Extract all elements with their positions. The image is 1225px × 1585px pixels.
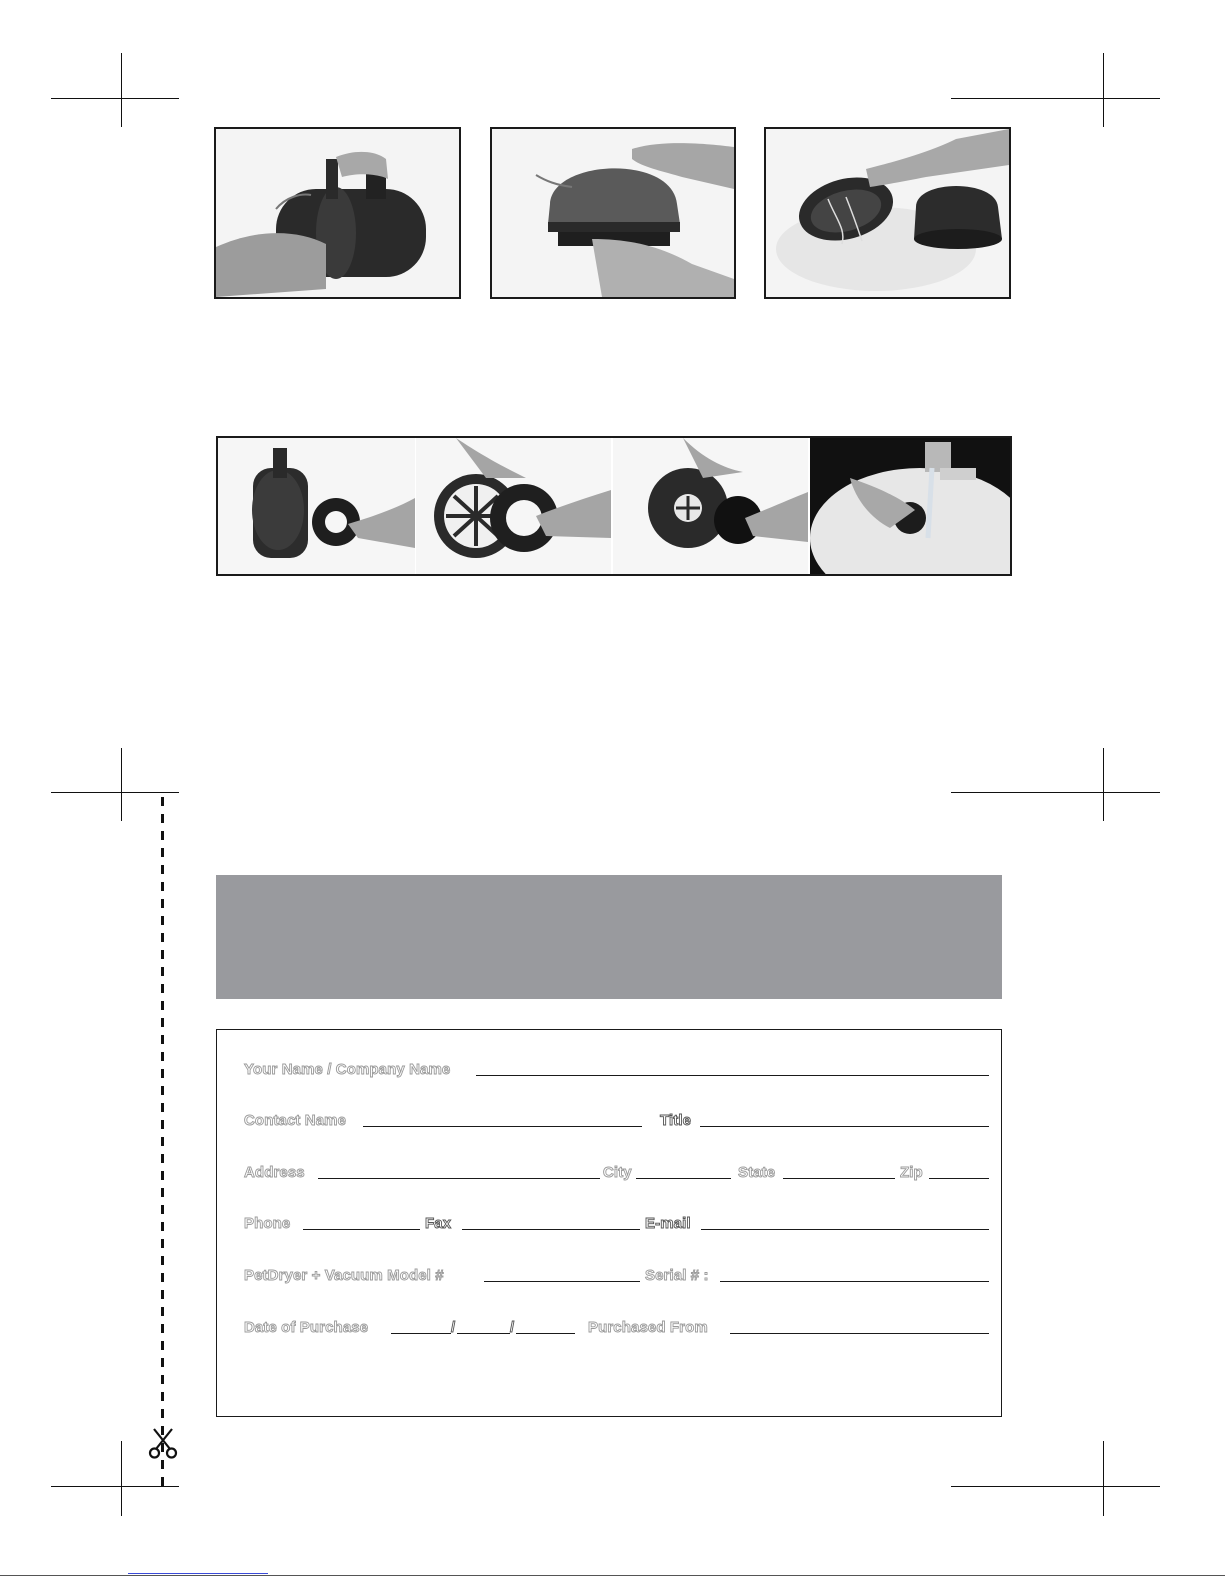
- email-field[interactable]: [701, 1229, 989, 1230]
- photo-dryer-disassembly: [214, 127, 461, 299]
- state-label: State: [738, 1164, 776, 1181]
- crop-mark: [951, 98, 1160, 99]
- crop-mark: [121, 748, 122, 821]
- phone-label: Phone: [244, 1215, 291, 1232]
- purchase-year-field[interactable]: [516, 1333, 575, 1334]
- crop-mark: [951, 792, 1160, 793]
- title-field[interactable]: [700, 1126, 989, 1127]
- purchased-from-label: Purchased From: [588, 1319, 708, 1336]
- filter-removal-photo: [218, 438, 415, 574]
- photo-hair-in-filter: [764, 127, 1011, 299]
- crop-mark: [1103, 53, 1104, 127]
- cut-line: [161, 797, 164, 1487]
- dryer-disassembly-photo: [216, 129, 459, 297]
- registration-form: [216, 1029, 1002, 1417]
- serial-number-label: Serial # :: [645, 1267, 709, 1284]
- crop-mark: [951, 1486, 1160, 1487]
- email-label: E-mail: [645, 1215, 691, 1232]
- state-field[interactable]: [783, 1178, 895, 1179]
- photo-filter-cover: [490, 127, 736, 299]
- crop-mark: [121, 1441, 122, 1516]
- model-number-field[interactable]: [484, 1281, 640, 1282]
- address-label: Address: [244, 1164, 305, 1181]
- filter-disc-photo: [613, 438, 808, 574]
- crop-mark: [51, 98, 179, 99]
- filter-cage-photo: [416, 438, 611, 574]
- purchase-day-field[interactable]: [457, 1333, 510, 1334]
- photo-filter-removal: [218, 438, 418, 574]
- scissors-icon: [148, 1427, 178, 1459]
- address-field[interactable]: [318, 1178, 600, 1179]
- crop-mark: [1103, 748, 1104, 821]
- purchase-month-field[interactable]: [391, 1333, 451, 1334]
- contact-name-label: Contact Name: [244, 1112, 347, 1129]
- title-label: Title: [660, 1112, 692, 1129]
- crop-mark: [1103, 1441, 1104, 1516]
- phone-field[interactable]: [303, 1229, 420, 1230]
- name-field[interactable]: [476, 1075, 989, 1076]
- crop-mark: [51, 792, 179, 793]
- crop-mark: [51, 1486, 179, 1487]
- contact-name-field[interactable]: [363, 1126, 642, 1127]
- zip-field[interactable]: [929, 1178, 989, 1179]
- zip-label: Zip: [900, 1164, 923, 1181]
- date-separator: /: [451, 1319, 456, 1336]
- purchased-from-field[interactable]: [730, 1333, 989, 1334]
- photo-filter-rinse: [810, 438, 1010, 574]
- hair-in-filter-photo: [766, 129, 1009, 297]
- crop-mark: [121, 53, 122, 127]
- photo-strip-filter-cleaning: [216, 436, 1012, 576]
- name-label: Your Name / Company Name: [244, 1061, 451, 1078]
- photo-filter-disc: [613, 438, 812, 574]
- filter-cover-photo: [492, 129, 734, 297]
- city-label: City: [603, 1164, 632, 1181]
- photo-filter-cage: [416, 438, 615, 574]
- page-footer-rule: [0, 1575, 1225, 1576]
- warranty-banner: [216, 875, 1002, 999]
- serial-number-field[interactable]: [720, 1281, 989, 1282]
- model-number-label: PetDryer + Vacuum Model #: [244, 1267, 444, 1284]
- filter-rinse-photo: [810, 438, 1010, 574]
- footer-link-underline[interactable]: [128, 1573, 268, 1574]
- fax-label: Fax: [425, 1215, 452, 1232]
- date-separator: /: [510, 1319, 515, 1336]
- city-field[interactable]: [636, 1178, 731, 1179]
- fax-field[interactable]: [462, 1229, 640, 1230]
- date-of-purchase-label: Date of Purchase: [244, 1319, 369, 1336]
